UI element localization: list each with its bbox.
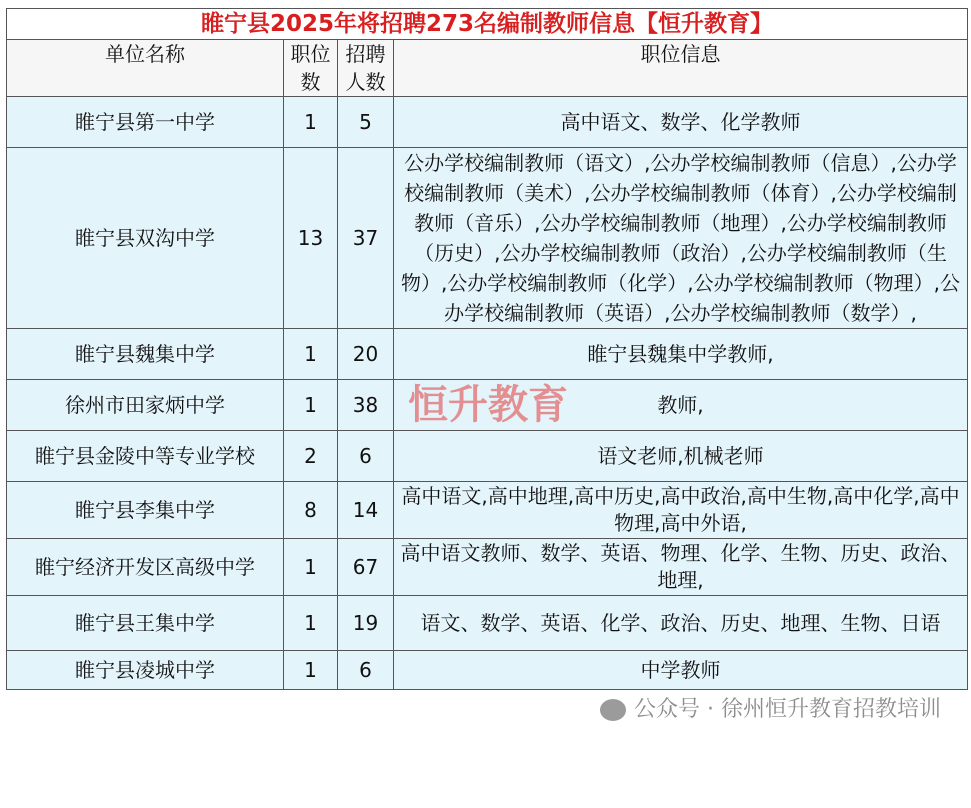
cell-hires (338, 539, 394, 596)
cell-info-text: 语文、数学、英语、化学、政治、历史、地理、生物、日语 (420, 610, 941, 635)
cell-unit (7, 539, 284, 596)
header-positions: 职位数 (284, 40, 338, 97)
cell-unit (7, 148, 284, 329)
cell-hires (338, 380, 394, 431)
cell-info (394, 148, 968, 329)
cell-unit-text: 睢宁县金陵中等专业学校 (35, 444, 255, 468)
cell-info-text: 中学教师 (640, 658, 721, 682)
table-row (7, 329, 968, 380)
cell-info-text: 语文老师,机械老师 (597, 444, 764, 468)
cell-unit (7, 482, 284, 539)
cell-hires (338, 651, 394, 690)
cell-unit-text: 睢宁经济开发区高级中学 (35, 555, 255, 579)
cell-hires (338, 329, 394, 380)
cell-unit (7, 651, 284, 690)
cell-hires (338, 97, 394, 148)
table-row (7, 431, 968, 482)
cell-positions (284, 431, 338, 482)
cell-info (394, 651, 968, 690)
recruitment-table (6, 8, 968, 690)
cell-info (394, 539, 968, 596)
table-row (7, 380, 968, 431)
cell-positions-text: 1 (304, 611, 317, 635)
cell-unit (7, 97, 284, 148)
cell-unit-text: 徐州市田家炳中学 (65, 393, 225, 417)
cell-positions-text: 2 (304, 444, 317, 468)
cell-info (394, 97, 968, 148)
footer-watermark-text: 公众号 · 徐州恒升教育招教培训 (634, 697, 941, 722)
table-row (7, 596, 968, 651)
cell-info (394, 380, 968, 431)
cell-info (394, 431, 968, 482)
table-row (7, 539, 968, 596)
cell-info-text: 睢宁县魏集中学教师, (587, 342, 774, 366)
cell-positions (284, 651, 338, 690)
cell-info-text: 教师, (657, 393, 704, 417)
cell-unit (7, 380, 284, 431)
cell-hires (338, 148, 394, 329)
cell-positions-text: 1 (304, 658, 317, 682)
cell-unit-text: 睢宁县双沟中学 (75, 226, 215, 250)
cell-hires-text: 19 (352, 611, 379, 635)
table-title: 睢宁县2025年将招聘273名编制教师信息【恒升教育】 (7, 9, 968, 40)
watermark: 恒升教育 (408, 382, 568, 428)
header-info: 职位信息 (394, 40, 968, 97)
cell-positions-text: 13 (297, 226, 324, 250)
cell-positions-text: 1 (304, 110, 317, 134)
cell-info (394, 329, 968, 380)
table-row (7, 482, 968, 539)
cell-hires-text: 6 (359, 444, 372, 468)
cell-unit (7, 329, 284, 380)
cell-unit-text: 睢宁县第一中学 (75, 110, 215, 134)
cell-info-text: 公办学校编制教师（语文）,公办学校编制教师（信息）,公办学校编制教师（美术）,公办学校编制教师（体育）,公办学校编制教师（音乐）,公办学校编制教师（地理）,公办学校编制教师（历史）,公办学校编制教师（政治）,公办学校编制教师（生物）,公办学校编制教师（化学）,公办学校编制教师（物理）,公办学校编制教师（英语）,公办学校编制教师（数学）, (400, 151, 961, 325)
cell-unit (7, 431, 284, 482)
cell-hires (338, 596, 394, 651)
table-row (7, 148, 968, 329)
cell-info (394, 596, 968, 651)
cell-info-text: 高中语文、数学、化学教师 (560, 110, 801, 134)
cell-info-text: 高中语文,高中地理,高中历史,高中政治,高中生物,高中化学,高中物理,高中外语, (401, 484, 960, 535)
cell-hires-text: 38 (352, 393, 379, 417)
table-row (7, 97, 968, 148)
header-unit: 单位名称 (7, 40, 284, 97)
wechat-icon (600, 699, 626, 721)
cell-hires (338, 431, 394, 482)
table-row (7, 651, 968, 690)
cell-unit-text: 睢宁县李集中学 (75, 498, 215, 522)
cell-positions-text: 1 (304, 555, 317, 579)
cell-info-text: 高中语文教师、数学、英语、物理、化学、生物、历史、政治、地理, (400, 541, 961, 592)
cell-hires-text: 14 (352, 498, 379, 522)
footer-watermark (0, 696, 941, 724)
cell-info (394, 482, 968, 539)
cell-unit (7, 596, 284, 651)
cell-positions (284, 596, 338, 651)
cell-positions (284, 539, 338, 596)
cell-positions (284, 148, 338, 329)
cell-positions (284, 482, 338, 539)
cell-unit-text: 睢宁县王集中学 (75, 611, 215, 635)
cell-positions-text: 1 (304, 342, 317, 366)
cell-hires-text: 67 (352, 555, 379, 579)
cell-hires-text: 20 (352, 342, 379, 366)
cell-positions (284, 329, 338, 380)
cell-hires-text: 6 (359, 658, 372, 682)
cell-hires-text: 5 (359, 110, 372, 134)
cell-unit-text: 睢宁县魏集中学 (75, 342, 215, 366)
cell-hires-text: 37 (352, 226, 379, 250)
cell-positions-text: 8 (304, 498, 317, 522)
cell-positions (284, 97, 338, 148)
cell-unit-text: 睢宁县凌城中学 (75, 658, 215, 682)
header-hires: 招聘人数 (338, 40, 394, 97)
cell-positions (284, 380, 338, 431)
cell-hires (338, 482, 394, 539)
cell-positions-text: 1 (304, 393, 317, 417)
